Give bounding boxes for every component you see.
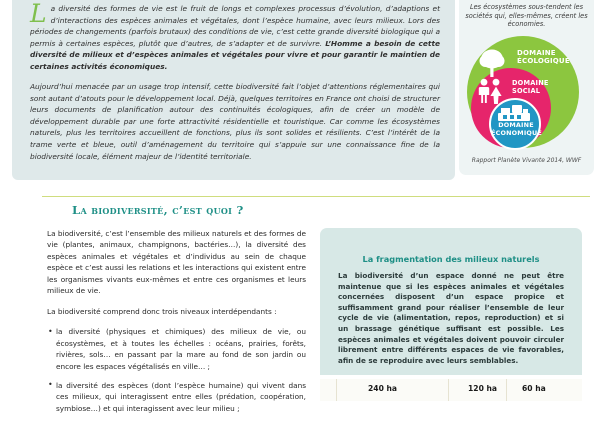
label-domaine-ecologique: DOMAINE ÉCOLOGIQUE bbox=[517, 49, 570, 65]
label-domaine-economique: DOMAINE ÉCONOMIQUE bbox=[491, 121, 542, 137]
sidebar-title: La fragmentation des milieux naturels bbox=[362, 254, 540, 264]
area-labels-strip bbox=[320, 378, 582, 401]
people-icon bbox=[475, 78, 505, 104]
intro-text-block bbox=[30, 0, 441, 171]
tree-icon bbox=[479, 48, 505, 78]
nested-circles-diagram bbox=[467, 36, 587, 154]
diagram-caption-top: Les écosystèmes sous-tendent les sociétés qui, elles-mêmes, créent les économies. bbox=[465, 3, 588, 29]
ecosystem-diagram-card bbox=[459, 0, 594, 175]
diagram-source-caption: Rapport Planète Vivante 2014, WWF bbox=[471, 157, 582, 164]
section-heading: La biodiversité, c’est quoi ? bbox=[72, 203, 244, 217]
body-paragraph-2: La biodiversité comprend donc trois niveaux interdépendants : bbox=[47, 306, 277, 316]
label-domaine-social: DOMAINE SOCIAL bbox=[512, 79, 549, 95]
strip-separator bbox=[506, 379, 507, 401]
main-text-column bbox=[47, 228, 306, 422]
strip-separator bbox=[336, 379, 337, 401]
area-label-60: 60 ha bbox=[522, 384, 546, 393]
intro-paragraph-1-lead: a diversité des formes de vie est le fruit de longs et complexes processus d’évolution, d’adaptions et d’interactions des espèces animales et végétales, dont l’espèce humaine, avec leurs milieux. Lors des périodes de changements (parfois brutaux) des conditions de vie, c’est cette grande diversité biologique qui a permis à certaines espèces, plutôt que d’autres, de s’adapter et de survivre. bbox=[30, 4, 440, 48]
area-label-240: 240 ha bbox=[368, 384, 398, 393]
list-item: • la diversité des espèces (dont l’espèce humaine) qui vivent dans ces milieux, qui interagissent entre elles (prédation, coopération, symbiose…) et qui interagissent avec leur milieu ; bbox=[47, 380, 306, 414]
area-label-120: 120 ha bbox=[468, 384, 498, 393]
list-item: • la diversité (physiques et chimiques) des milieux de vie, ou écosystèmes, et à toutes les échelles : océans, prairies, forêts, rivières, sols… en passant par la mare au fond de son jardin ou encore les espaces végétalisés en ville… ; bbox=[47, 326, 306, 372]
strip-separator bbox=[448, 379, 449, 401]
intro-paragraph-1-bold: L’Homme a besoin de cette diversité de milieux et d’espèces animales et végétales pour vivre et pour garantir le maintien de certaines activités économiques. bbox=[30, 38, 441, 71]
levels-bullet-list bbox=[47, 326, 306, 414]
intro-paragraph-2: Aujourd’hui menacée par un usage trop intensif, cette biodiversité fait l’objet d’attentions réglementaires qui sont autant d’atouts pour le développement local. Déjà, quelques territoires en France ont choisi de structurer leurs documents de planification autour des continuités écologiques, afin de créer un modèle de développement durable par une forte attractivité résidentielle et touristique. Car comme les écosystèmes naturels, plus les territoires accueillent de fonctions, plus ils sont solides et résilients. C’est l’intérêt de la trame verte et bleue, outil d’aménagement du territoire qui s’appuie sur une connaissance fine de la biodiversité locale, élément majeur de l’identité territoriale. bbox=[30, 82, 440, 161]
section-divider bbox=[42, 196, 590, 197]
sidebar-body-text: La biodiversité d’un espace donné ne peut être maintenue que si les espèces animales et végétales concernées disposent d’un espace propice et suffisamment grand pour réaliser l’ensemble de leur cycle de vie (alimentation, repos, reproduction) et si un brassage génétique suffisant est possible. Les espèces animales et végétales doivent pouvoir circuler librement entre différents espaces de vie favorables, afin de se reproduire avec leurs semblables. bbox=[338, 271, 564, 365]
intro-paragraph-1 bbox=[30, 0, 441, 72]
sidebar-fragmentation-box bbox=[320, 228, 582, 375]
drop-cap: L bbox=[30, 0, 47, 28]
body-paragraph-1: La biodiversité, c’est l’ensemble des milieux naturels et des formes de vie (plantes, animaux, champignons, bactéries…), la diversité des espèces animales et végétales et d’individus au sein de chaque espèce et c’est aussi les relations et les interactions qui existent entre les organismes vivants eux-mêmes et entre ces organismes et leurs milieux de vie. bbox=[47, 229, 306, 296]
intro-panel bbox=[12, 0, 455, 180]
factory-icon bbox=[497, 104, 531, 122]
